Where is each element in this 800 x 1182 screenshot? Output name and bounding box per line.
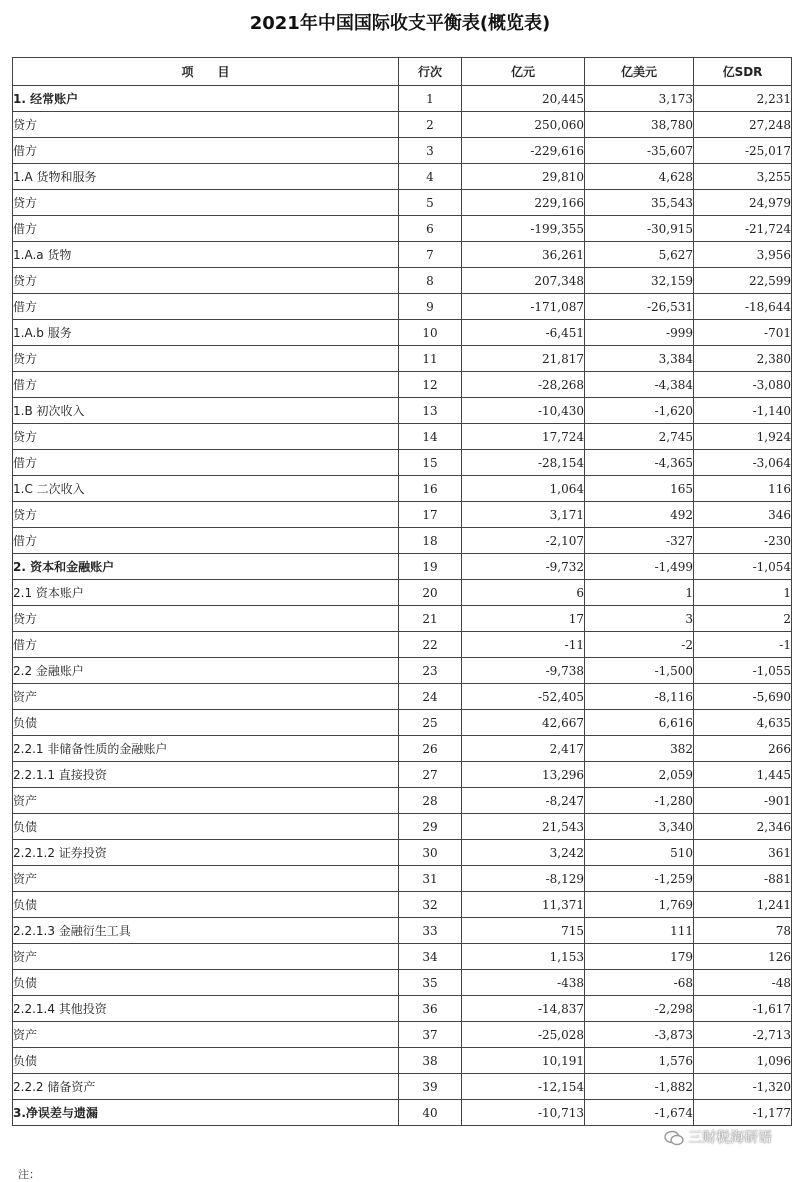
value-cny: 10,191	[462, 1048, 585, 1074]
table-row	[13, 346, 792, 372]
table-row	[13, 762, 792, 788]
value-cny: 229,166	[462, 190, 585, 216]
value-usd: -4,384	[585, 372, 694, 398]
row-number: 13	[399, 398, 462, 424]
row-item: 资产	[13, 866, 399, 892]
value-usd: -4,365	[585, 450, 694, 476]
table-row	[13, 1048, 792, 1074]
value-cny: -52,405	[462, 684, 585, 710]
value-cny: 29,810	[462, 164, 585, 190]
table-row	[13, 736, 792, 762]
row-number: 11	[399, 346, 462, 372]
value-cny: 3,171	[462, 502, 585, 528]
row-number: 37	[399, 1022, 462, 1048]
table-row	[13, 476, 792, 502]
value-sdr: 24,979	[694, 190, 792, 216]
value-cny: 36,261	[462, 242, 585, 268]
row-item: 借方	[13, 632, 399, 658]
row-item: 借方	[13, 528, 399, 554]
row-number: 7	[399, 242, 462, 268]
table-row	[13, 918, 792, 944]
value-cny: -2,107	[462, 528, 585, 554]
row-item: 1.A.a 货物	[13, 242, 399, 268]
header-usd: 亿美元	[585, 58, 694, 86]
table-row	[13, 632, 792, 658]
row-number: 30	[399, 840, 462, 866]
header-row-number: 行次	[399, 58, 462, 86]
table-row	[13, 840, 792, 866]
row-item: 2.2.2 储备资产	[13, 1074, 399, 1100]
row-item: 资产	[13, 684, 399, 710]
row-number: 31	[399, 866, 462, 892]
value-usd: -30,915	[585, 216, 694, 242]
value-usd: -8,116	[585, 684, 694, 710]
row-item: 贷方	[13, 112, 399, 138]
wechat-icon	[664, 1130, 684, 1146]
table-row	[13, 502, 792, 528]
table-row	[13, 996, 792, 1022]
table-header-row	[13, 58, 792, 86]
value-sdr: -3,080	[694, 372, 792, 398]
value-sdr: -48	[694, 970, 792, 996]
row-item: 2.1 资本账户	[13, 580, 399, 606]
row-number: 27	[399, 762, 462, 788]
footnote: 注：	[18, 1168, 40, 1181]
value-sdr: 3,956	[694, 242, 792, 268]
row-number: 22	[399, 632, 462, 658]
value-sdr: 1,924	[694, 424, 792, 450]
row-number: 10	[399, 320, 462, 346]
row-number: 1	[399, 86, 462, 112]
table-row	[13, 1074, 792, 1100]
row-item: 2.2.1 非储备性质的金融账户	[13, 736, 399, 762]
table-row	[13, 320, 792, 346]
watermark-text: 三财税海研语	[688, 1130, 772, 1146]
value-sdr: 22,599	[694, 268, 792, 294]
row-number: 6	[399, 216, 462, 242]
value-sdr: 4,635	[694, 710, 792, 736]
value-sdr: 27,248	[694, 112, 792, 138]
row-item: 贷方	[13, 424, 399, 450]
table-row	[13, 1022, 792, 1048]
value-sdr: -3,064	[694, 450, 792, 476]
value-usd: -68	[585, 970, 694, 996]
value-cny: -6,451	[462, 320, 585, 346]
row-number: 21	[399, 606, 462, 632]
value-usd: 2,059	[585, 762, 694, 788]
value-usd: 6,616	[585, 710, 694, 736]
row-item: 2. 资本和金融账户	[13, 554, 399, 580]
value-cny: -438	[462, 970, 585, 996]
value-usd: -1,499	[585, 554, 694, 580]
table-row	[13, 450, 792, 476]
value-usd: 510	[585, 840, 694, 866]
value-cny: -9,738	[462, 658, 585, 684]
value-usd: 5,627	[585, 242, 694, 268]
value-usd: -2	[585, 632, 694, 658]
value-usd: -1,259	[585, 866, 694, 892]
row-item: 2.2.1.3 金融衍生工具	[13, 918, 399, 944]
row-item: 资产	[13, 944, 399, 970]
table-row	[13, 788, 792, 814]
row-item: 贷方	[13, 606, 399, 632]
table-row	[13, 242, 792, 268]
row-item: 贷方	[13, 268, 399, 294]
value-sdr: -18,644	[694, 294, 792, 320]
value-sdr: 2,380	[694, 346, 792, 372]
header-cny: 亿元	[462, 58, 585, 86]
table-row	[13, 554, 792, 580]
value-sdr: -881	[694, 866, 792, 892]
row-number: 34	[399, 944, 462, 970]
value-sdr: -1,140	[694, 398, 792, 424]
row-item: 借方	[13, 372, 399, 398]
value-sdr: 2	[694, 606, 792, 632]
row-number: 32	[399, 892, 462, 918]
value-usd: 3,173	[585, 86, 694, 112]
value-sdr: 1,096	[694, 1048, 792, 1074]
value-sdr: 1,445	[694, 762, 792, 788]
value-cny: -199,355	[462, 216, 585, 242]
value-cny: -11	[462, 632, 585, 658]
row-item: 2.2.1.2 证券投资	[13, 840, 399, 866]
value-sdr: -25,017	[694, 138, 792, 164]
value-cny: 11,371	[462, 892, 585, 918]
value-usd: -1,500	[585, 658, 694, 684]
value-cny: 250,060	[462, 112, 585, 138]
value-cny: -28,268	[462, 372, 585, 398]
value-cny: -9,732	[462, 554, 585, 580]
value-sdr: -1	[694, 632, 792, 658]
value-sdr: -1,320	[694, 1074, 792, 1100]
row-item: 2.2.1.4 其他投资	[13, 996, 399, 1022]
value-cny: 6	[462, 580, 585, 606]
value-sdr: 78	[694, 918, 792, 944]
value-cny: 21,543	[462, 814, 585, 840]
value-usd: -327	[585, 528, 694, 554]
row-item: 负债	[13, 970, 399, 996]
table-row	[13, 138, 792, 164]
value-usd: 492	[585, 502, 694, 528]
row-number: 26	[399, 736, 462, 762]
row-item: 资产	[13, 788, 399, 814]
table-row	[13, 86, 792, 112]
value-cny: -10,430	[462, 398, 585, 424]
value-usd: -1,882	[585, 1074, 694, 1100]
value-sdr: -5,690	[694, 684, 792, 710]
value-usd: 111	[585, 918, 694, 944]
value-sdr: -21,724	[694, 216, 792, 242]
balance-of-payments-table	[12, 57, 792, 1126]
value-sdr: 1	[694, 580, 792, 606]
value-cny: -12,154	[462, 1074, 585, 1100]
row-number: 39	[399, 1074, 462, 1100]
row-number: 36	[399, 996, 462, 1022]
row-number: 15	[399, 450, 462, 476]
table-row	[13, 684, 792, 710]
row-number: 38	[399, 1048, 462, 1074]
value-sdr: -2,713	[694, 1022, 792, 1048]
row-item: 借方	[13, 138, 399, 164]
value-usd: 35,543	[585, 190, 694, 216]
value-usd: 382	[585, 736, 694, 762]
table-row	[13, 398, 792, 424]
row-number: 12	[399, 372, 462, 398]
value-usd: -2,298	[585, 996, 694, 1022]
row-number: 14	[399, 424, 462, 450]
table-row	[13, 528, 792, 554]
value-sdr: -1,177	[694, 1100, 792, 1126]
value-usd: -35,607	[585, 138, 694, 164]
row-item: 1.A.b 服务	[13, 320, 399, 346]
value-usd: 179	[585, 944, 694, 970]
row-item: 负债	[13, 1048, 399, 1074]
value-sdr: -901	[694, 788, 792, 814]
value-cny: -8,247	[462, 788, 585, 814]
value-usd: 4,628	[585, 164, 694, 190]
row-item: 贷方	[13, 346, 399, 372]
value-cny: 3,242	[462, 840, 585, 866]
table-row	[13, 372, 792, 398]
value-usd: 165	[585, 476, 694, 502]
row-number: 9	[399, 294, 462, 320]
watermark	[664, 1127, 772, 1149]
row-number: 17	[399, 502, 462, 528]
value-sdr: 346	[694, 502, 792, 528]
value-usd: -1,280	[585, 788, 694, 814]
row-number: 3	[399, 138, 462, 164]
table-row	[13, 892, 792, 918]
value-cny: -171,087	[462, 294, 585, 320]
row-item: 负债	[13, 710, 399, 736]
table-row	[13, 944, 792, 970]
value-sdr: 116	[694, 476, 792, 502]
value-usd: 1,769	[585, 892, 694, 918]
value-cny: 17,724	[462, 424, 585, 450]
row-item: 2.2 金融账户	[13, 658, 399, 684]
value-sdr: -1,055	[694, 658, 792, 684]
row-number: 35	[399, 970, 462, 996]
row-number: 29	[399, 814, 462, 840]
table-row	[13, 658, 792, 684]
row-number: 40	[399, 1100, 462, 1126]
row-number: 19	[399, 554, 462, 580]
value-cny: 207,348	[462, 268, 585, 294]
header-sdr: 亿SDR	[694, 58, 792, 86]
value-cny: 2,417	[462, 736, 585, 762]
value-cny: -25,028	[462, 1022, 585, 1048]
table-row	[13, 1100, 792, 1126]
value-cny: 17	[462, 606, 585, 632]
value-usd: -26,531	[585, 294, 694, 320]
table-row	[13, 814, 792, 840]
value-sdr: 126	[694, 944, 792, 970]
row-item: 借方	[13, 450, 399, 476]
value-usd: 32,159	[585, 268, 694, 294]
value-usd: 3,384	[585, 346, 694, 372]
value-usd: 3,340	[585, 814, 694, 840]
table-row	[13, 164, 792, 190]
row-item: 贷方	[13, 502, 399, 528]
value-cny: 42,667	[462, 710, 585, 736]
value-usd: -1,674	[585, 1100, 694, 1126]
value-sdr: 266	[694, 736, 792, 762]
value-usd: 38,780	[585, 112, 694, 138]
row-item: 负债	[13, 814, 399, 840]
table-row	[13, 970, 792, 996]
table-row	[13, 294, 792, 320]
table-row	[13, 268, 792, 294]
row-number: 20	[399, 580, 462, 606]
row-number: 18	[399, 528, 462, 554]
value-cny: -8,129	[462, 866, 585, 892]
value-cny: -10,713	[462, 1100, 585, 1126]
row-item: 2.2.1.1 直接投资	[13, 762, 399, 788]
value-usd: 3	[585, 606, 694, 632]
row-item: 1.B 初次收入	[13, 398, 399, 424]
row-item: 1.C 二次收入	[13, 476, 399, 502]
value-sdr: -701	[694, 320, 792, 346]
table-row	[13, 866, 792, 892]
value-usd: 2,745	[585, 424, 694, 450]
row-number: 4	[399, 164, 462, 190]
table-row	[13, 424, 792, 450]
table-row	[13, 216, 792, 242]
value-usd: 1	[585, 580, 694, 606]
value-sdr: -1,054	[694, 554, 792, 580]
row-number: 23	[399, 658, 462, 684]
value-sdr: 3,255	[694, 164, 792, 190]
value-usd: -1,620	[585, 398, 694, 424]
value-sdr: 2,346	[694, 814, 792, 840]
value-usd: -999	[585, 320, 694, 346]
value-sdr: -230	[694, 528, 792, 554]
row-item: 资产	[13, 1022, 399, 1048]
row-item: 贷方	[13, 190, 399, 216]
row-item: 3.净误差与遗漏	[13, 1100, 399, 1126]
row-number: 24	[399, 684, 462, 710]
header-item: 项 目	[13, 58, 399, 86]
table-row	[13, 710, 792, 736]
table-row	[13, 112, 792, 138]
value-sdr: -1,617	[694, 996, 792, 1022]
value-cny: 20,445	[462, 86, 585, 112]
table-row	[13, 606, 792, 632]
row-number: 25	[399, 710, 462, 736]
value-usd: 1,576	[585, 1048, 694, 1074]
row-item: 借方	[13, 294, 399, 320]
value-usd: -3,873	[585, 1022, 694, 1048]
row-number: 8	[399, 268, 462, 294]
table-row	[13, 190, 792, 216]
value-cny: -28,154	[462, 450, 585, 476]
value-cny: 21,817	[462, 346, 585, 372]
value-cny: 1,064	[462, 476, 585, 502]
value-sdr: 2,231	[694, 86, 792, 112]
row-item: 1.A 货物和服务	[13, 164, 399, 190]
value-cny: -14,837	[462, 996, 585, 1022]
row-number: 5	[399, 190, 462, 216]
row-item: 负债	[13, 892, 399, 918]
row-number: 33	[399, 918, 462, 944]
row-item: 1. 经常账户	[13, 86, 399, 112]
value-cny: 1,153	[462, 944, 585, 970]
row-item: 借方	[13, 216, 399, 242]
value-cny: 13,296	[462, 762, 585, 788]
table-row	[13, 580, 792, 606]
value-cny: -229,616	[462, 138, 585, 164]
value-sdr: 1,241	[694, 892, 792, 918]
row-number: 16	[399, 476, 462, 502]
row-number: 2	[399, 112, 462, 138]
page-title: 2021年中国国际收支平衡表(概览表)	[249, 13, 551, 34]
row-number: 28	[399, 788, 462, 814]
value-sdr: 361	[694, 840, 792, 866]
value-cny: 715	[462, 918, 585, 944]
